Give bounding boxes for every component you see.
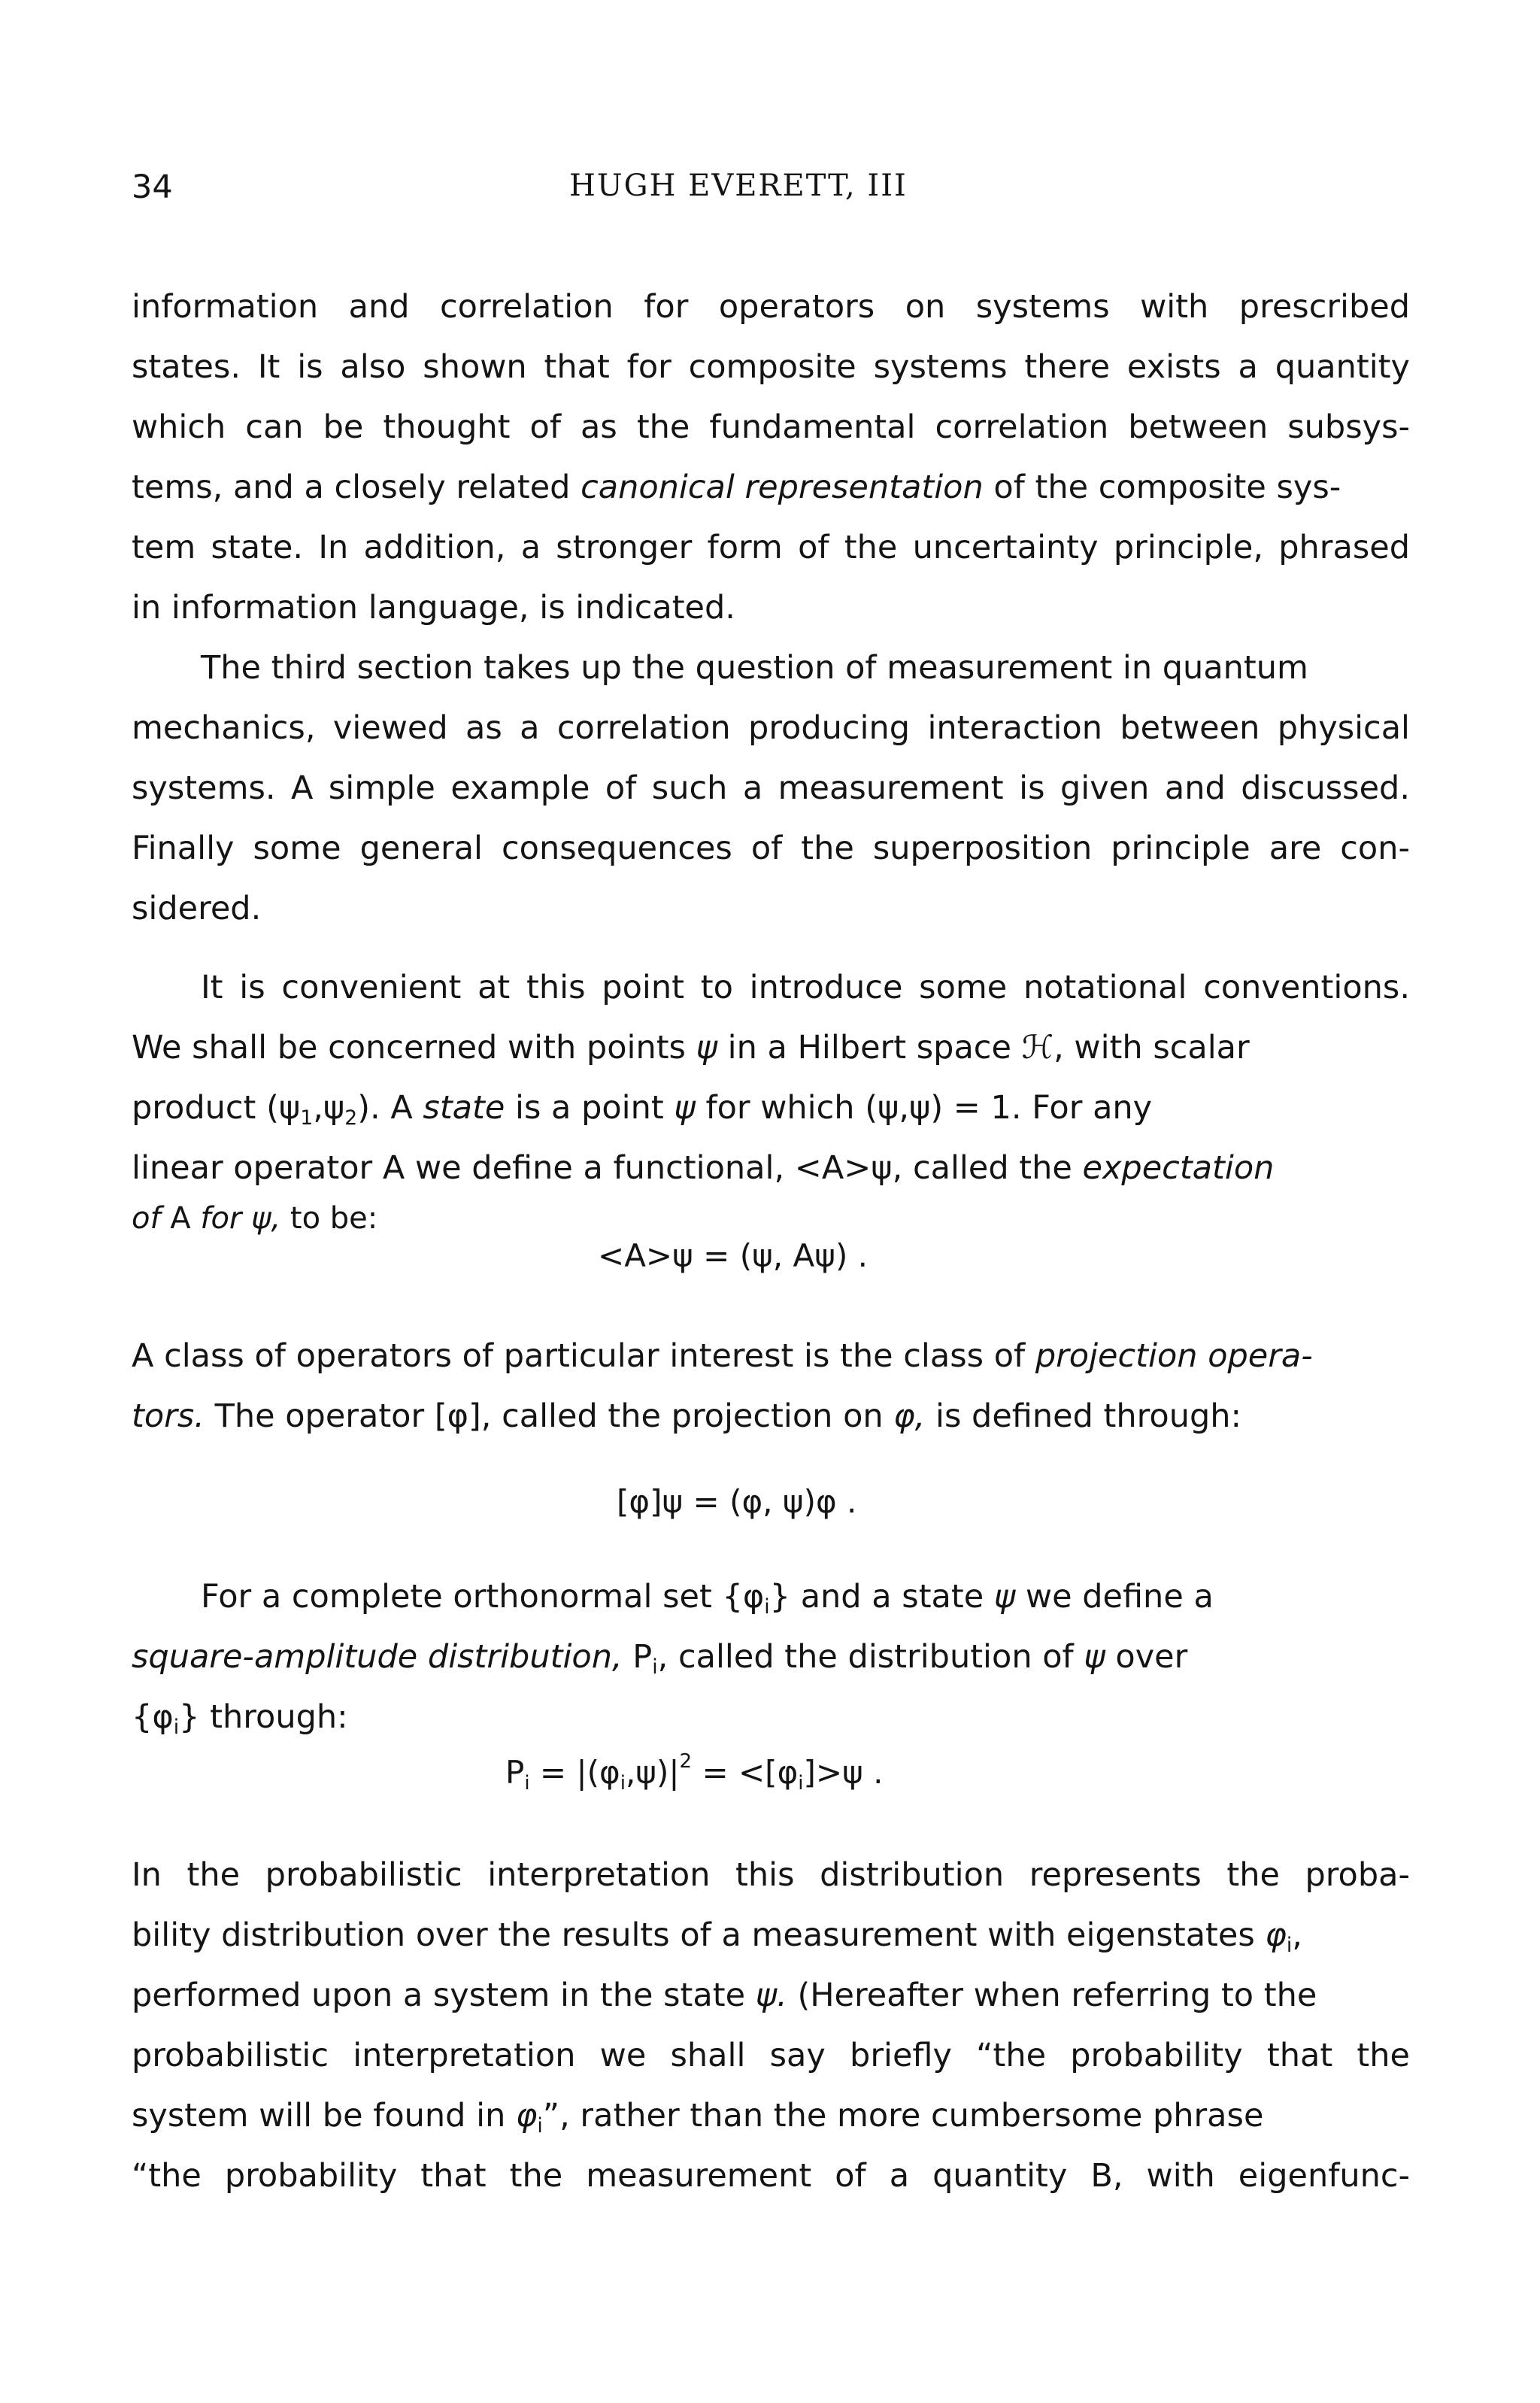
text-line: probabilistic interpretation we shall say briefly “the probability that the <box>132 2037 1410 2074</box>
text-line: Finally some general consequences of the superposition principle are con- <box>132 830 1410 867</box>
text-line: product $(\psi_1,\psi_2)$. A state is a point ψ for which (ψ,ψ) = 1. For any <box>132 1089 1153 1130</box>
running-title: HUGH EVERETT, III <box>569 168 908 203</box>
text-line: systems. A simple example of such a measurement is given and discussed. <box>132 769 1410 807</box>
text-line: information and correlation for operators on systems with prescribed <box>132 288 1410 326</box>
text-line: in information language, is indicated. <box>132 589 735 627</box>
text-line: states. It is also shown that for composite systems there exists a quantity <box>132 348 1410 386</box>
text-line: bility distribution over the results of a measurement with eigenstates $\varphi_i$, <box>132 1916 1302 1957</box>
text-line: tem state. In addition, a stronger form of the uncertainty principle, phrased <box>132 529 1410 566</box>
text-line: “the probability that the measurement of a quantity B, with eigenfunc- <box>132 2157 1410 2195</box>
text-line: We shall be concerned with points ψ in a Hilbert space ℋ, with scalar <box>132 1029 1250 1066</box>
text-line: A class of operators of particular interest is the class of projection opera- <box>132 1337 1313 1375</box>
equation-distribution: $P_i = |(\varphi_i,\psi)|^2 = <[\varphi_i]>\psi$ . <box>505 1750 884 1795</box>
text-line: In the probabilistic interpretation this distribution represents the proba- <box>132 1856 1410 1894</box>
text-line: linear operator A we define a functional, <A>ψ, called the expectation <box>132 1149 1275 1187</box>
text-line: performed upon a system in the state ψ. (Hereafter when referring to the <box>132 1977 1317 2014</box>
text-line: $\{\varphi_i\}$ through: <box>132 1698 348 1739</box>
text-line: sidered. <box>132 890 262 927</box>
page-number: 34 <box>132 168 173 206</box>
text-line: tems, and a closely related canonical representation of the composite sys- <box>132 469 1341 506</box>
text-line: of A for ψ, to be: <box>132 1201 378 1236</box>
equation-expectation: <A>ψ = (ψ, Aψ) . <box>598 1237 869 1274</box>
emphasis: canonical representation <box>581 469 984 506</box>
text-line: tors. The operator [φ], called the projection on φ, is defined through: <box>132 1397 1241 1435</box>
text-line: which can be thought of as the fundamental correlation between subsys- <box>132 408 1410 446</box>
text-line: For a complete orthonormal set $\{\varphi_i\}$ and a state ψ we define a <box>201 1578 1214 1619</box>
hilbert-space-symbol: ℋ, <box>1021 1029 1064 1066</box>
text-line: The third section takes up the question of measurement in quantum <box>201 649 1308 687</box>
text-line: system will be found in $\varphi_i$”, rather than the more cumbersome phrase <box>132 2097 1264 2138</box>
text-line: It is convenient at this point to introduce some notational conventions. <box>201 969 1410 1006</box>
text-line: square-amplitude distribution, $P_i$, called the distribution of ψ over <box>132 1638 1188 1679</box>
text-line: mechanics, viewed as a correlation producing interaction between physical <box>132 709 1410 747</box>
equation-projection: [φ]ψ = (φ, ψ)φ . <box>617 1483 857 1520</box>
